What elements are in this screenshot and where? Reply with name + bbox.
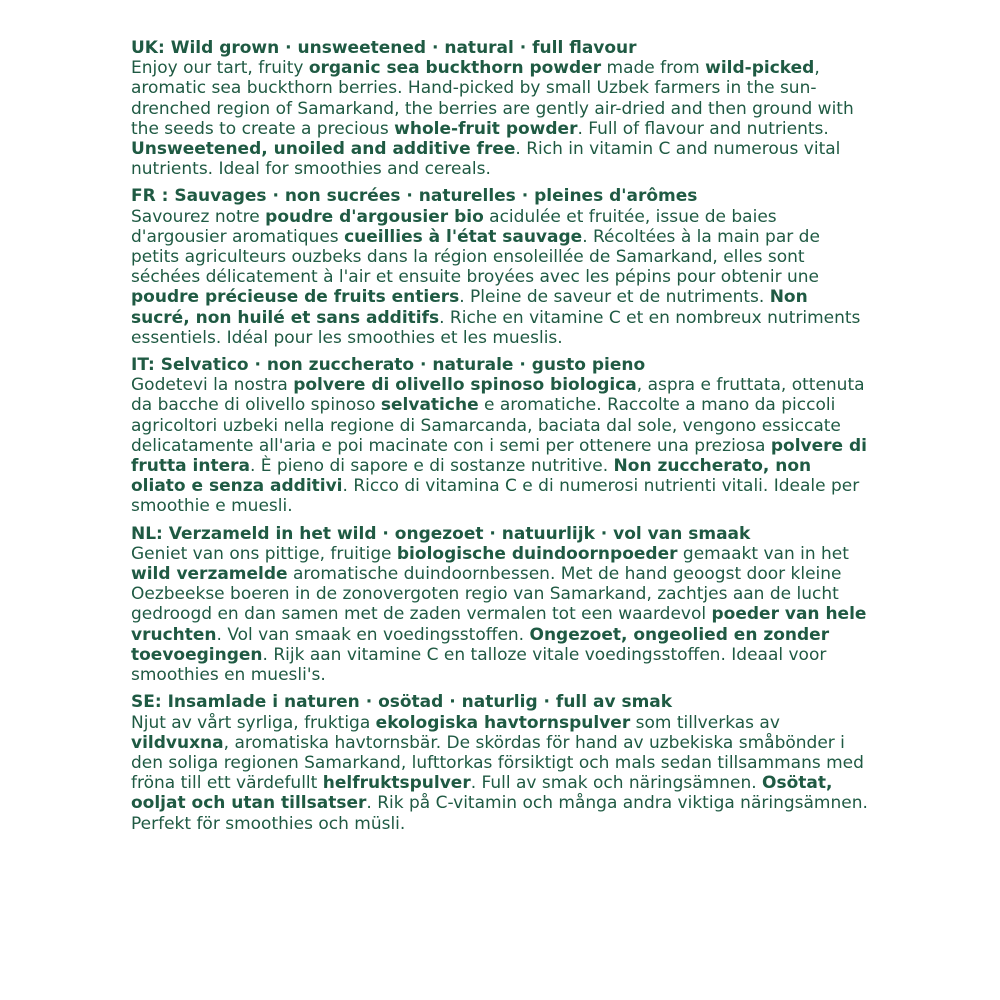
bold-text: Unsweetened, unoiled and additive free (131, 139, 516, 160)
section-heading: UK: Wild grown · unsweetened · natural · full flavour (131, 38, 637, 58)
text-segment: . Rik på C-vitamin och många andra viktiga näringsämnen. Perfekt för smoothies och müsli. (131, 793, 868, 834)
section-it (131, 355, 871, 517)
section-body (131, 375, 871, 516)
text-segment: . Riche en vitamine C et en nombreux nutriments essentiels. Idéal pour les smoothies et les mueslis. (131, 307, 861, 348)
section-heading: IT: Selvatico · non zuccherato · naturale · gusto pieno (131, 355, 646, 376)
section-body (131, 58, 871, 179)
text-segment: e aromatiche. Raccolte a mano da piccoli agricoltori uzbeki nella regione di Samarcanda, baciata dal sole, vengono essiccate delicatamente all'aria e poi macinate con i semi per ottenere una preziosa (131, 395, 841, 456)
bold-text: Non sucré, non huilé et sans additifs (131, 287, 808, 328)
bold-text: poudre d'argousier bio (265, 206, 484, 227)
text-segment: . È pieno di sapore e di sostanze nutritive. (249, 456, 614, 477)
bold-text: vildvuxna (131, 732, 224, 753)
section-body (131, 544, 871, 685)
bold-text: Osötat, ooljat och utan tillsatser (131, 773, 833, 814)
section-uk (131, 38, 871, 179)
text-segment: . Vol van smaak en voedingsstoffen. (216, 624, 530, 645)
section-se (131, 692, 871, 833)
text-segment: Savourez notre (131, 206, 266, 227)
bold-text: helfruktspulver (322, 773, 471, 794)
bold-text: ekologiska havtornspulver (375, 712, 631, 733)
text-segment: . Full of flavour and nutrients. (577, 118, 829, 139)
section-body (131, 713, 871, 834)
text-segment: acidulée et fruitée, issue de baies d'argousier aromatiques (131, 206, 777, 247)
text-segment: . Rijk aan vitamine C en talloze vitale voedingsstoffen. Ideaal voor smoothies en muesli's. (131, 644, 827, 686)
bold-text: polvere di olivello spinoso biologica (293, 375, 637, 396)
text-segment: made from (601, 58, 706, 79)
section-fr (131, 186, 871, 348)
text-segment: Njut av vårt syrliga, fruktiga (131, 712, 376, 733)
bold-text: poudre précieuse de fruits entiers (131, 287, 460, 308)
section-body (131, 207, 871, 348)
section-heading: NL: Verzameld in het wild · ongezoet · natuurlijk · vol van smaak (131, 523, 751, 544)
text-segment: som tillverkas av (630, 712, 780, 733)
bold-text: wild-picked (705, 58, 815, 79)
text-segment: , aromatiska havtornsbär. De skördas för hand av uzbekiska småbönder i den soliga regionen Samarkand, lufttorkas försiktigt och mals sedan tillsammans med fröna till ett värdefullt (131, 732, 864, 794)
section-nl (131, 524, 871, 686)
text-segment: . Ricco di vitamina C e di numerosi nutrienti vitali. Ideale per smoothie e muesli. (131, 476, 860, 517)
bold-text: organic sea buckthorn powder (308, 58, 602, 79)
text-segment: aromatische duindoornbessen. Met de hand geoogst door kleine Oezbeekse boeren in de zonovergoten regio van Samarkand, zachtjes aan de lucht gedroogd en dan samen met de zaden vermalen tot een waardevol (131, 564, 842, 625)
bold-text: Non zuccherato, non oliato e senza additivi (131, 456, 812, 497)
text-segment: . Full av smak och näringsämnen. (470, 773, 763, 794)
bold-text: poeder van hele vruchten (131, 604, 867, 645)
text-segment: Geniet van ons pittige, fruitige (131, 543, 397, 564)
bold-text: wild verzamelde (131, 564, 288, 585)
section-heading: FR : Sauvages · non sucrées · naturelles · pleines d'arômes (131, 186, 698, 207)
bold-text: biologische duindoornpoeder (396, 543, 678, 564)
product-description-document (131, 38, 871, 834)
text-segment: Godetevi la nostra (131, 375, 294, 396)
bold-text: cueillies à l'état sauvage (344, 226, 583, 247)
text-segment: . Pleine de saveur et de nutriments. (459, 287, 770, 308)
section-heading: SE: Insamlade i naturen · osötad · naturlig · full av smak (131, 692, 673, 713)
text-segment: , aspra e fruttata, ottenuta da bacche di olivello spinoso (131, 375, 865, 416)
bold-text: selvatiche (380, 395, 479, 416)
bold-text: whole-fruit powder (394, 118, 578, 139)
bold-text: Ongezoet, ongeolied en zonder toevoegingen (131, 624, 830, 665)
text-segment: . Récoltées à la main par de petits agriculteurs ouzbeks dans la région ensoleillée de Samarkand, elles sont séchées délicatement à l'air et ensuite broyées avec les pépins pour obtenir une (131, 226, 820, 288)
text-segment: . Rich in vitamin C and numerous vital nutrients. Ideal for smoothies and cereals. (131, 139, 841, 180)
text-segment: gemaakt van in het (677, 543, 849, 564)
text-segment: Enjoy our tart, fruity (131, 58, 309, 79)
text-segment: , aromatic sea buckthorn berries. Hand-picked by small Uzbek farmers in the sun-drenched region of Samarkand, the berries are gently air-dried and then ground with the seeds to create a precious (131, 58, 854, 139)
bold-text: polvere di frutta intera (131, 435, 867, 477)
